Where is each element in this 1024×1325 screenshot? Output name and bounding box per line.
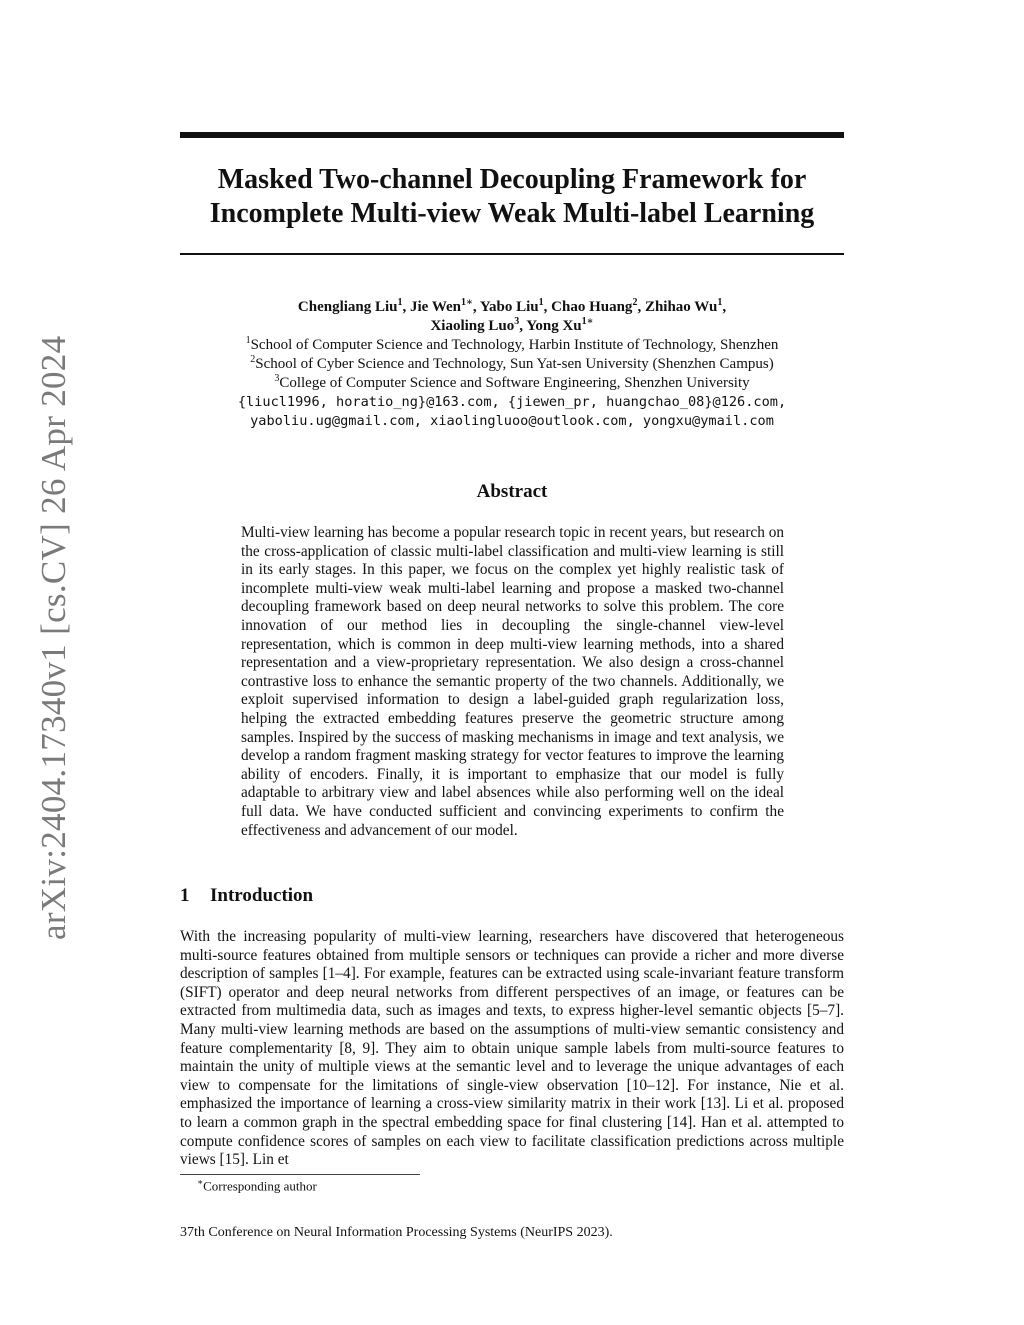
affiliation: $^3$College of Computer Science and Software Engineering, Shenzhen University [274, 373, 750, 391]
title-line-1: Masked Two-channel Decoupling Framework for [217, 164, 807, 195]
author-name: Chao Huang [551, 299, 633, 315]
footnote-text: Corresponding author [203, 1178, 317, 1194]
author-name: Chengliang Liu [297, 299, 398, 315]
author-affiliation-mark: 3 [514, 316, 520, 327]
footnote-mark: ∗ [197, 1177, 204, 1187]
author-affiliation-mark: 2 [632, 297, 638, 308]
title-top-rule [180, 132, 844, 138]
title-bottom-rule [180, 253, 844, 255]
author-names-line-1: Chengliang Liu$^1$, Jie Wen$^{1∗}$, Yabo Liu$^1$, Chao Huang$^2$, Zhihao Wu$^1$, [297, 297, 727, 315]
author-names-line-2: Xiaoling Luo$^3$, Yong $Xu^{1∗}$ [430, 316, 594, 334]
affiliation: $^2$School of Cyber Science and Technology, Sun Yat-sen University (Shenzhen Campus) [250, 354, 774, 372]
author-name: Xiaoling Luo [430, 318, 515, 334]
abstract-text: Multi-view learning has become a popular research topic in recent years, but research on the cross-application of classic multi-label classification and multi-view learning is still in its early stages. In this paper, we focus on the complex yet highly realistic task of incomplete multi-view weak multi-label learning and propose a masked two-channel decoupling framework based on deep neural networks to solve this problem. The core innovation of our method lies in decoupling the single-channel view-level representation, which is common in deep multi-view learning methods, into a shared representation and a view-proprietary representation. We also design a cross-channel contrastive loss to enhance the semantic property of the two channels. Additionally, we exploit supervised information to design a label-guided graph regularization loss, helping the extracted embedding features preserve the geometric structure among samples. Inspired by the success of masking mechanisms in image and text analysis, we develop a random fragment masking strategy for vector features to improve the learning ability of encoders. Finally, it is important to emphasize that our model is fully adaptable to arbitrary view and label absences while also performing well on the ideal full data. We have conducted sufficient and convincing experiments to confirm the effectiveness and advancement of our model. [241, 524, 784, 839]
affiliation: $^1$School of Computer Science and Technology, Harbin Institute of Technology, Shenzhen [245, 335, 779, 353]
author-affiliation-mark: 1∗ [581, 316, 594, 327]
section-heading-introduction [180, 885, 313, 907]
footnote-rule [180, 1174, 420, 1175]
author-name: Yabo Liu [479, 299, 539, 315]
author-name: Yong Xu [526, 318, 582, 334]
introduction-text: With the increasing popularity of multi-view learning, researchers have discovered that heterogeneous multi-source features obtained from multiple sensors or techniques can provide a richer and more diverse description of samples [1–4]. For example, features can be extracted using scale-invariant feature transform (SIFT) operator and deep neural networks from different perspectives of an image, or features can be extracted from multimedia data, such as images and texts, to express higher-level semantic objects [5–7]. Many multi-view learning methods are based on the assumptions of multi-view semantic consistency and feature complementarity [8, 9]. They aim to obtain unique sample labels from multi-source features to maintain the unity of multiple views at the semantic level and to leverage the unique advantages of each view to compensate for the limitations of single-view observation [10–12]. For instance, Nie et al. emphasized the importance of learning a cross-view similarity matrix in their work [13]. Li et al. proposed to learn a common graph in the spectral embedding space for final clustering [14]. Han et al. attempted to compute confidence scores of samples on each view to facilitate classification predictions across multiple views [15]. Lin et [180, 928, 844, 1169]
author-affiliation-mark: 1∗ [461, 297, 473, 308]
section-title: Introduction [210, 885, 314, 906]
author-name: Jie Wen [410, 299, 461, 315]
abstract-heading: Abstract [476, 481, 548, 502]
footnote [197, 1177, 317, 1194]
author-emails-line-1: {liucl1996, horatio_ng}@163.com, {jiewen_pr, huangchao_08}@126.com, [237, 394, 787, 410]
author-affiliation-mark: 1 [397, 297, 403, 308]
title-line-2: Incomplete Multi-view Weak Multi-label Learning [209, 198, 815, 229]
author-affiliation-mark: 1 [538, 297, 544, 308]
author-emails-line-2: yaboliu.ug@gmail.com, xiaolingluoo@outlook.com, yongxu@ymail.com [250, 413, 774, 429]
paper-title [180, 163, 844, 231]
author-name: Zhihao Wu [644, 299, 718, 315]
author-block [180, 298, 844, 431]
venue-note: 37th Conference on Neural Information Processing Systems (NeurIPS 2023). [180, 1225, 613, 1240]
section-number: 1 [180, 885, 190, 906]
arxiv-identifier: arXiv:2404.17340v1 [cs.CV] 26 Apr 2024 [34, 335, 73, 940]
author-affiliation-mark: 1 [717, 297, 723, 308]
